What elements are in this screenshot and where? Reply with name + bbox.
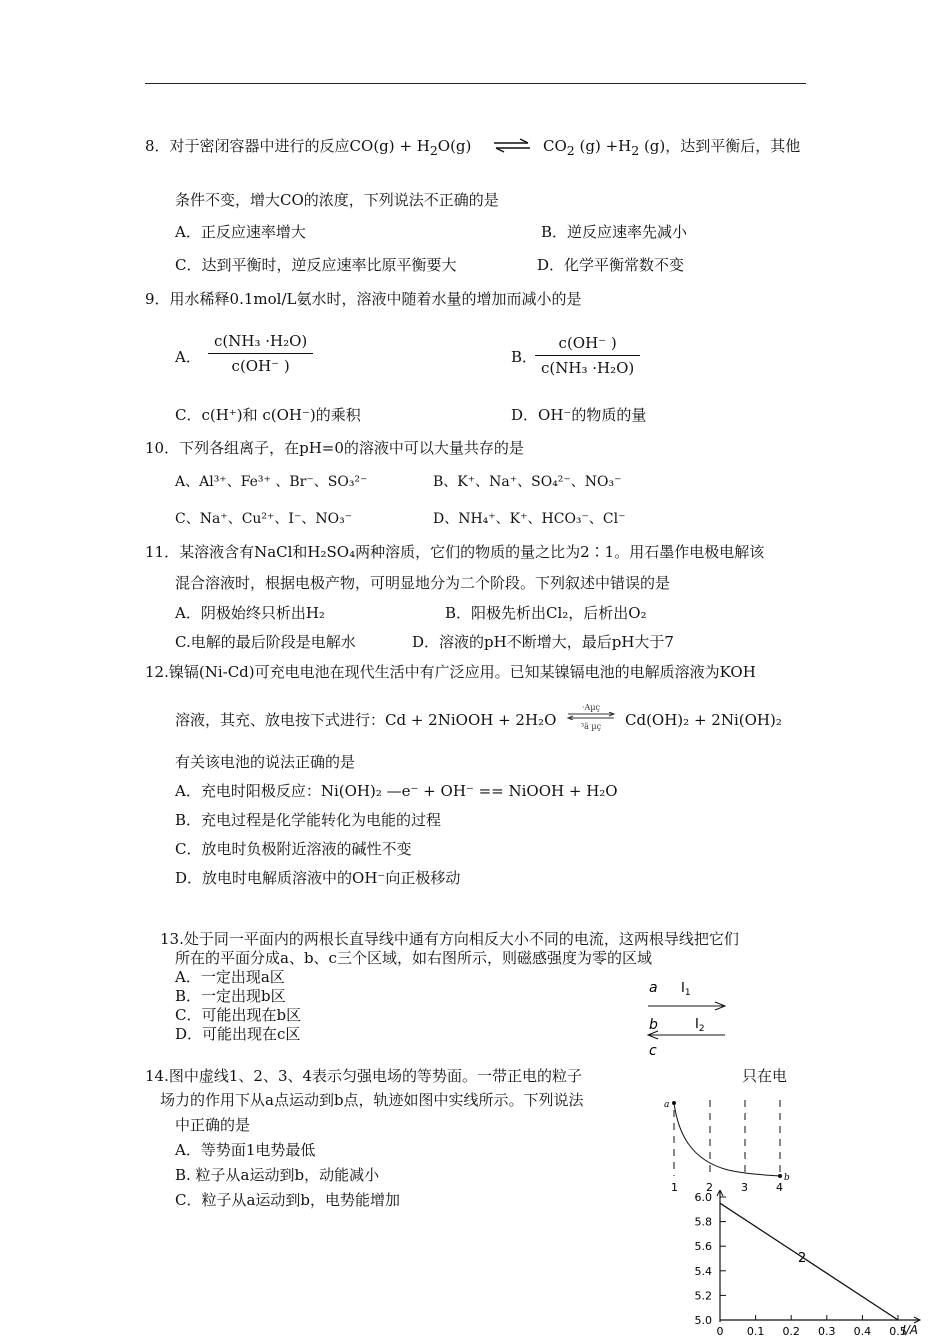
y-tick-label: 5.0 — [694, 1314, 712, 1327]
q8-stem-part: CO — [543, 137, 567, 155]
q11-option-c: C.电解的最后阶段是电解水 — [175, 633, 356, 651]
x-tick-label: 0.4 — [853, 1325, 872, 1338]
q11-option-d: D．溶液的pH不断增大，最后pH大于7 — [412, 633, 674, 651]
q8-stem-line1b — [543, 136, 800, 161]
line-label: 2 — [798, 1251, 807, 1266]
q9-option-b-label: B． — [511, 348, 538, 366]
fraction-denominator: c(OH⁻ ) — [231, 357, 290, 375]
q8-option-a: A．正反应速率增大 — [175, 223, 306, 241]
q13-wires-figure — [640, 975, 740, 1060]
q8-stem-part: O(g) — [437, 137, 472, 155]
q14-stem-line1b: 只在电 — [742, 1067, 788, 1085]
q8-stem-line1 — [145, 136, 471, 161]
series-line — [720, 1203, 898, 1320]
q14-stem-line1a: 14.图中虚线1、2、3、4表示匀强电场的等势面。一带正电的粒子 — [145, 1067, 583, 1085]
q8-stem-part: (g) +H — [574, 137, 632, 155]
line-2-label: 2 — [706, 1181, 713, 1194]
header-rule — [145, 83, 806, 84]
q9-option-b-fraction — [535, 334, 640, 377]
graph-series — [720, 1203, 898, 1320]
q13-option-a: A．一定出现a区 — [175, 968, 285, 986]
q8-option-c: C．达到平衡时，逆反应速率比原平衡要大 — [175, 256, 457, 274]
q13-option-b: B．一定出现b区 — [175, 987, 286, 1005]
q12-charge-arrow — [566, 703, 616, 731]
point-b — [778, 1174, 782, 1178]
q12-stem-line2-right: Cd(OH)₂ + 2Ni(OH)₂ — [625, 711, 782, 729]
x-tick-label: 0.1 — [746, 1325, 765, 1338]
q8-stem-line2: 条件不变，增大CO的浓度，下列说法不正确的是 — [175, 191, 499, 209]
q12-option-d: D．放电时电解质溶液中的OH⁻向正极移动 — [175, 869, 461, 887]
q13-stem-line1: 13.处于同一平面内的两根长直导线中通有方向相反大小不同的电流，这两根导线把它们 — [160, 930, 739, 948]
graph-axes — [717, 1190, 920, 1323]
q14-option-c: C．粒子从a运动到b，电势能增加 — [175, 1191, 401, 1209]
q12-option-b: B．充电过程是化学能转化为电能的过程 — [175, 811, 442, 829]
arrow-top-label: ·Aµç — [582, 703, 600, 712]
current-symbol: I — [695, 1017, 699, 1032]
line-3-label: 3 — [741, 1181, 748, 1194]
q14-option-a: A．等势面1电势最低 — [175, 1141, 316, 1159]
q10-option-a: A、Al³⁺、Fe³⁺ 、Br⁻、SO₃²⁻ — [175, 474, 368, 490]
q8-sub: 2 — [429, 143, 438, 158]
x-tick-label: 0.5 — [889, 1325, 907, 1338]
q9-option-a-fraction — [208, 332, 313, 375]
q10-option-c: C、Na⁺、Cu²⁺、I⁻、NO₃⁻ — [175, 511, 353, 527]
q12-stem-line1: 12.镍镉(Ni-Cd)可充电电池在现代生活中有广泛应用。已知某镍镉电池的电解质溶液为KOH — [145, 663, 756, 681]
q8-option-d: D．化学平衡常数不变 — [537, 256, 685, 274]
equilibrium-arrow-icon — [492, 138, 532, 154]
q14-stem-line2: 场力的作用下从a点运动到b点，轨迹如图中实线所示。下列说法 — [160, 1091, 584, 1109]
y-tick-label: 5.6 — [694, 1240, 712, 1254]
q9-option-c: C．c(H⁺)和 c(OH⁻)的乘积 — [175, 406, 361, 424]
q12-stem-line3: 有关该电池的说法正确的是 — [175, 753, 356, 771]
double-arrow-icon — [566, 712, 616, 720]
q14-equipotential-figure — [660, 1092, 795, 1198]
x-tick-label: 0.2 — [782, 1325, 800, 1338]
y-tick-label: 6.0 — [694, 1191, 712, 1204]
q8-stem-part: 8．对于密闭容器中进行的反应CO(g) + H — [145, 137, 430, 155]
q8-option-b: B．逆反应速率先减小 — [541, 223, 688, 241]
q13-stem-line2: 所在的平面分成a、b、c三个区域，如右图所示，则磁感强度为零的区域 — [175, 949, 652, 967]
q14-option-b: B. 粒子从a运动到b，动能减小 — [175, 1166, 380, 1184]
q14-stem-line3: 中正确的是 — [175, 1116, 251, 1134]
point-a — [672, 1101, 676, 1105]
q11-option-b: B．阳极先析出Cl₂，后析出O₂ — [445, 604, 647, 622]
q9-option-a-label: A． — [175, 348, 201, 366]
y-tick-label: 5.4 — [694, 1264, 712, 1278]
arrow-bottom-label: ³ä µç — [580, 722, 602, 731]
region-c-label: c — [649, 1043, 657, 1059]
line-1-label: 1 — [671, 1181, 678, 1194]
q9-stem: 9．用水稀释0.1mol/L氨水时，溶液中随着水量的增加而减小的是 — [145, 290, 582, 308]
q11-stem-line1: 11．某溶液含有NaCl和H₂SO₄两种溶质，它们的物质的量之比为2∶1。用石墨作电极电解该 — [145, 543, 765, 561]
q8-stem-part: (g)，达到平衡后，其他 — [639, 137, 801, 155]
u-i-graph — [680, 1190, 930, 1344]
current-symbol: I — [681, 981, 685, 996]
q10-option-d: D、NH₄⁺、K⁺、HCO₃⁻、Cl⁻ — [433, 511, 626, 527]
particle-trajectory — [674, 1103, 780, 1176]
q12-option-c: C．放电时负极附近溶液的碱性不变 — [175, 840, 412, 858]
q11-stem-line2: 混合溶液时，根据电极产物，可明显地分为二个阶段。下列叙述中错误的是 — [175, 574, 671, 592]
q10-option-b: B、K⁺、Na⁺、SO₄²⁻、NO₃⁻ — [433, 474, 622, 490]
line-4-label: 4 — [776, 1181, 783, 1194]
current-subscript: 1 — [684, 988, 691, 998]
q9-option-d: D．OH⁻的物质的量 — [511, 406, 647, 424]
fraction-numerator: c(NH₃ ·H₂O) — [208, 332, 313, 354]
q8-sub: 2 — [631, 143, 640, 158]
x-tick-label: 0 — [716, 1325, 724, 1338]
region-b-label: b — [649, 1017, 658, 1033]
region-a-label: a — [649, 980, 658, 996]
y-tick-label: 5.8 — [694, 1215, 712, 1229]
q13-option-d: D．可能出现在c区 — [175, 1025, 301, 1043]
point-b-label: b — [784, 1173, 790, 1183]
q12-option-a: A．充电时阳极反应：Ni(OH)₂ —e⁻ + OH⁻ == NiOOH + H₂O — [175, 782, 618, 800]
fraction-denominator: c(NH₃ ·H₂O) — [541, 359, 635, 377]
q11-option-a: A．阴极始终只析出H₂ — [175, 604, 325, 622]
q10-stem: 10．下列各组离子，在pH=0的溶液中可以大量共存的是 — [145, 439, 524, 457]
q8-sub: 2 — [566, 143, 575, 158]
current-subscript: 2 — [698, 1024, 705, 1034]
q12-stem-line2-left: 溶液，其充、放电按下式进行：Cd + 2NiOOH + 2H₂O — [175, 711, 557, 729]
current-i2-label — [695, 1017, 705, 1034]
current-i1-label — [681, 981, 691, 998]
y-tick-label: 5.2 — [694, 1289, 712, 1303]
x-tick-label: 0.3 — [818, 1325, 836, 1338]
q13-option-c: C．可能出现在b区 — [175, 1006, 302, 1024]
fraction-numerator: c(OH⁻ ) — [535, 334, 640, 356]
x-axis-label: I/A — [902, 1323, 918, 1337]
point-a-label: a — [664, 1100, 670, 1110]
